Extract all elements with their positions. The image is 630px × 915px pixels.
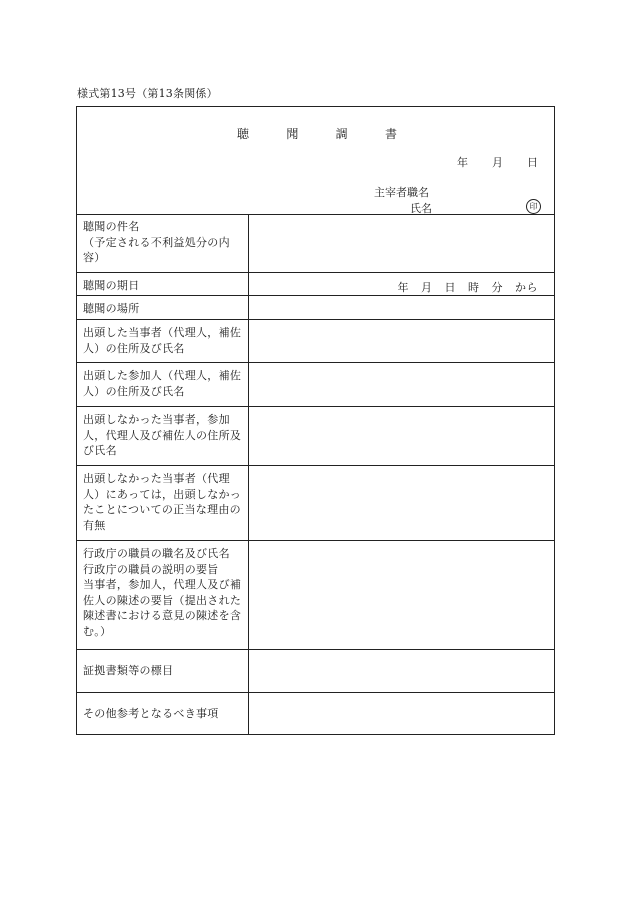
unit-day: 日 [444, 281, 456, 294]
row-attending-participant [77, 363, 554, 407]
row-label: 行政庁の職員の職名及び氏名 行政庁の職員の説明の要旨 当事者，参加人，代理人及び補佐人の陳述の要旨（提出された陳述書における意見の陳述を含む。） [77, 541, 249, 649]
row-other-notes [77, 693, 554, 734]
unit-month: 月 [421, 281, 433, 294]
row-label: その他参考となるべき事項 [77, 693, 249, 734]
title-char: 聴 [237, 127, 250, 141]
row-hearing-place [77, 296, 554, 320]
form-number-label: 様式第13号（第13条関係） [77, 87, 218, 100]
title-char: 聞 [286, 127, 299, 141]
row-label: 出頭しなかった当事者，参加人，代理人及び補佐人の住所及び氏名 [77, 407, 249, 465]
row-label: 出頭した参加人（代理人，補佐人）の住所及び氏名 [77, 363, 249, 406]
row-value-field[interactable] [249, 273, 554, 295]
row-label: 証拠書類等の標目 [77, 650, 249, 692]
row-statements-summary [77, 541, 554, 650]
title-char: 調 [335, 127, 348, 141]
row-value-field[interactable] [249, 650, 554, 692]
presider-name-label: 氏名 [410, 202, 432, 215]
title-char: 書 [384, 127, 397, 141]
row-value-field[interactable] [249, 541, 554, 649]
form-header [77, 107, 554, 215]
row-hearing-subject [77, 214, 554, 273]
row-value-field[interactable] [249, 466, 554, 540]
unit-minute: 分 [491, 281, 503, 294]
date-year: 年 [457, 156, 468, 169]
row-label: 聴聞の期日 [77, 273, 249, 295]
row-label: 聴聞の場所 [77, 296, 249, 319]
unit-from: から [515, 281, 538, 294]
date-month: 月 [492, 156, 503, 169]
presider-title-label: 主宰者職名 [374, 186, 429, 199]
row-value-field[interactable] [249, 296, 554, 319]
row-label: 出頭しなかった当事者（代理人）にあっては，出頭しなかったことについての正当な理由の有無 [77, 466, 249, 540]
row-value-field[interactable] [249, 407, 554, 465]
row-label: 聴聞の件名 （予定される不利益処分の内容） [77, 214, 249, 272]
unit-hour: 時 [468, 281, 480, 294]
hearing-record-form [76, 106, 555, 735]
date-day: 日 [527, 156, 538, 169]
row-absent-parties [77, 407, 554, 466]
date-line [457, 154, 538, 170]
hearing-period-units [398, 279, 539, 295]
unit-year: 年 [397, 281, 409, 294]
row-value-field[interactable] [249, 320, 554, 362]
seal-icon: 印 [526, 199, 541, 214]
row-value-field[interactable] [249, 693, 554, 734]
row-attending-party [77, 320, 554, 363]
row-value-field[interactable] [249, 214, 554, 272]
row-evidence-list [77, 650, 554, 693]
row-hearing-date [77, 273, 554, 296]
row-absence-reason [77, 466, 554, 541]
document-title [237, 125, 397, 142]
row-value-field[interactable] [249, 363, 554, 406]
row-label: 出頭した当事者（代理人，補佐人）の住所及び氏名 [77, 320, 249, 362]
